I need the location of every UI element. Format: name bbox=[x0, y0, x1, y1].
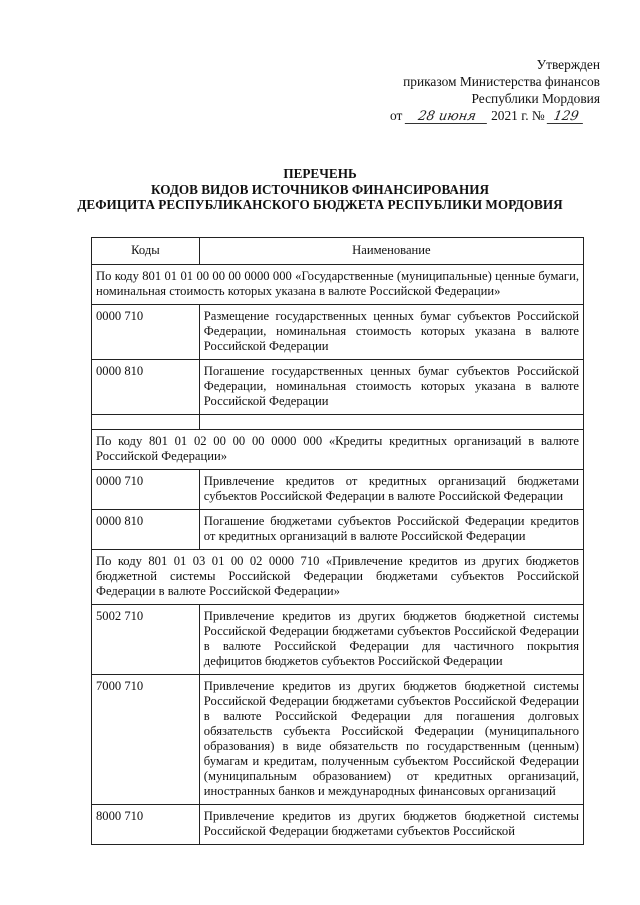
row-code: 0000 810 bbox=[92, 510, 200, 550]
handwritten-date: 28 июня bbox=[405, 110, 489, 124]
table-row bbox=[92, 305, 584, 360]
row-code: 0000 810 bbox=[92, 360, 200, 415]
table-row bbox=[92, 605, 584, 675]
title-line-1: ПЕРЕЧЕНЬ bbox=[283, 166, 357, 181]
group-heading: По коду 801 01 03 01 00 02 0000 710 «Привлечение кредитов из других бюджетов бюджетной системы Российской Федерации бюджетами субъектов Российской Федерации в валюте Российской Федерации» bbox=[92, 550, 584, 605]
table-row bbox=[92, 805, 584, 845]
row-code: 5002 710 bbox=[92, 605, 200, 675]
row-name: Привлечение кредитов из других бюджетов бюджетной системы Российской Федерации бюджетами субъектов Российской Федерации в валюте Российской Федерации для погашения долговых обязательств субъекта Российской Федерации (муниципального образования) в виде обязательств по государственным (ценным) бумагам и кредитам, полученным субъектом Российской Федерации (муниципальным образованием) от кредитных организаций, иностранных банков и международных финансовых организаций bbox=[199, 675, 583, 805]
row-name: Погашение государственных ценных бумаг субъектов Российской Федерации, номинальная стоимость которых указана в валюте Российской Федерации bbox=[199, 360, 583, 415]
group-heading-row bbox=[92, 550, 584, 605]
table-row bbox=[92, 675, 584, 805]
title-line-2: КОДОВ ВИДОВ ИСТОЧНИКОВ ФИНАНСИРОВАНИЯ bbox=[150, 181, 489, 197]
row-name: Погашение бюджетами субъектов Российской Федерации кредитов от кредитных организаций в валюте Российской Федерации bbox=[199, 510, 583, 550]
row-code: 0000 710 bbox=[92, 470, 200, 510]
approval-line-1: Утвержден bbox=[536, 57, 600, 72]
header-codes: Коды bbox=[92, 238, 200, 265]
group-heading-row bbox=[92, 265, 584, 305]
handwritten-order-number: 129 bbox=[547, 110, 585, 124]
approval-line-2: приказом Министерства финансов bbox=[403, 74, 600, 89]
row-name: Размещение государственных ценных бумаг субъектов Российской Федерации, номинальная стоимость которых указана в валюте Российской Федерации bbox=[199, 305, 583, 360]
row-code: 7000 710 bbox=[92, 675, 200, 805]
approval-date-line bbox=[380, 107, 600, 124]
approval-block bbox=[380, 56, 600, 124]
approval-line-3: Республики Мордовия bbox=[471, 91, 600, 106]
row-name: Привлечение кредитов из других бюджетов бюджетной системы Российской Федерации бюджетами субъектов Российской Федерации в валюте Российской Федерации для частичного покрытия дефицитов бюджетов субъектов Российской Федерации bbox=[199, 605, 583, 675]
document-title bbox=[60, 166, 580, 213]
row-code: 8000 710 bbox=[92, 805, 200, 845]
codes-table bbox=[91, 237, 584, 845]
title-line-3: ДЕФИЦИТА РЕСПУБЛИКАНСКОГО БЮДЖЕТА РЕСПУБЛИКИ МОРДОВИЯ bbox=[77, 197, 563, 212]
group-heading-row bbox=[92, 430, 584, 470]
table-row bbox=[92, 470, 584, 510]
header-name: Наименование bbox=[199, 238, 583, 265]
table-header-row bbox=[92, 238, 584, 265]
table-row bbox=[92, 360, 584, 415]
row-name: Привлечение кредитов из других бюджетов бюджетной системы Российской Федерации бюджетами субъектов Российской bbox=[199, 805, 583, 845]
order-year-label: 2021 г. № bbox=[491, 108, 545, 123]
row-name: Привлечение кредитов от кредитных организаций бюджетами субъектов Российской Федерации в валюте Российской Федерации bbox=[199, 470, 583, 510]
row-code: 0000 710 bbox=[92, 305, 200, 360]
group-heading: По коду 801 01 02 00 00 00 0000 000 «Кредиты кредитных организаций в валюте Российской Федерации» bbox=[92, 430, 584, 470]
date-prefix: от bbox=[390, 108, 403, 123]
table-row bbox=[92, 510, 584, 550]
group-heading: По коду 801 01 01 00 00 00 0000 000 «Государственные (муниципальные) ценные бумаги, номинальная стоимость которых указана в валюте Российской Федерации» bbox=[92, 265, 584, 305]
table-spacer-row bbox=[92, 415, 584, 430]
